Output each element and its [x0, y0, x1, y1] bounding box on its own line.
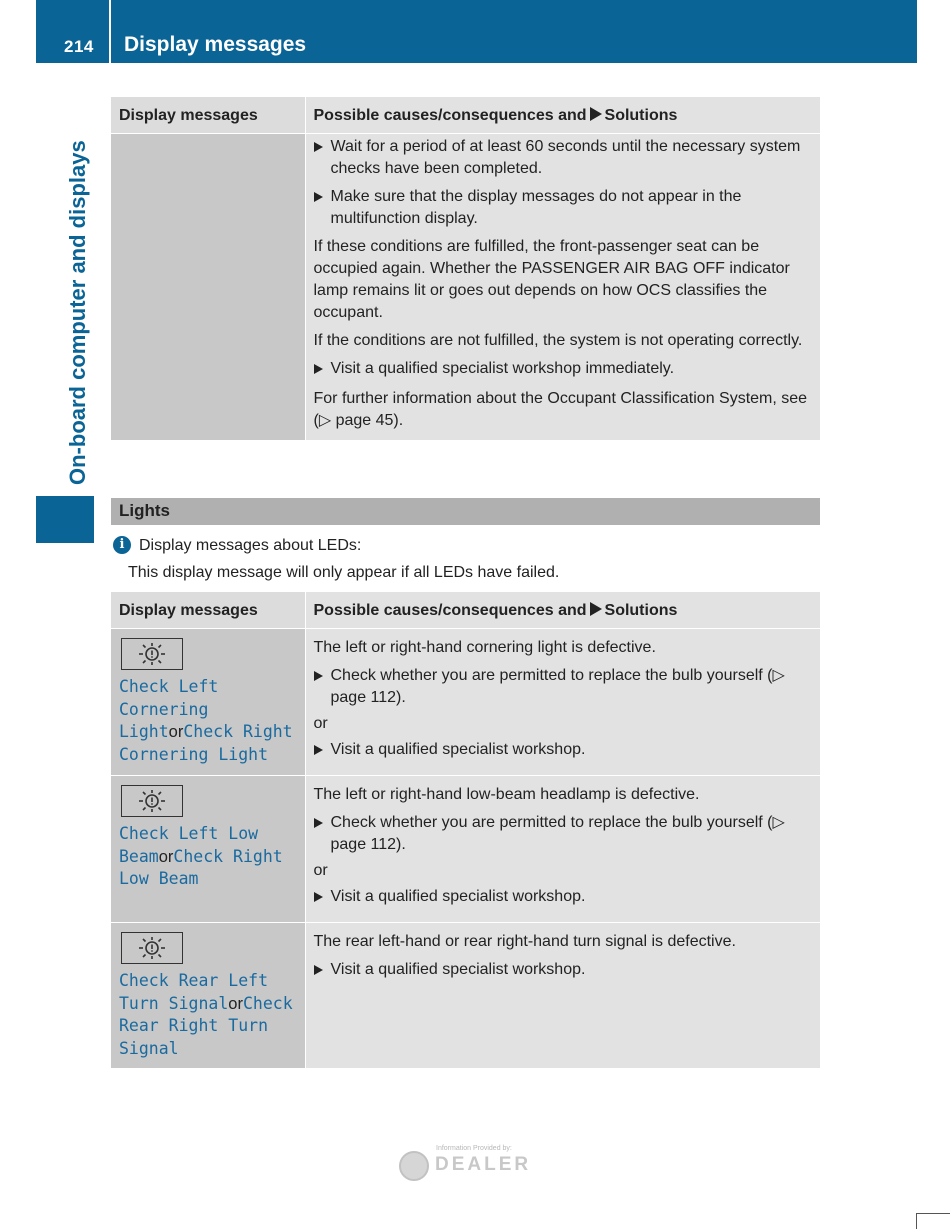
dealer-watermark [398, 1145, 548, 1185]
table-row [111, 923, 820, 1069]
message-cell [111, 629, 305, 776]
bulb-warning-icon [121, 785, 183, 817]
message-a: Check Rear Left Turn Signal [119, 971, 269, 1013]
page-number: 214 [64, 37, 94, 56]
bullet-text: Check whether you are permitted to replace the bulb yourself (▷ page 112). [330, 814, 785, 853]
message-cell [111, 776, 305, 923]
bullet-text: Visit a qualified specialist workshop immediately. [330, 360, 675, 377]
section-heading-bar [111, 498, 820, 525]
or-text: or [313, 862, 328, 879]
solution-cell [305, 134, 820, 441]
bulb-warning-icon [121, 638, 183, 670]
page-corner-mark [916, 1213, 950, 1229]
col-header-messages: Display messages [111, 592, 305, 629]
triangle-bullet-icon [314, 671, 323, 681]
table-header-row [111, 97, 820, 134]
occupant-messages-table [111, 97, 820, 441]
header-divider [109, 0, 111, 63]
triangle-bullet-icon [314, 142, 323, 152]
watermark-provided-by: Information Provided by: [436, 1145, 512, 1152]
col-header-causes [305, 97, 820, 134]
triangle-bullet-icon [314, 818, 323, 828]
paragraph: For further information about the Occupant Classification System, see (▷ page 45). [313, 390, 808, 429]
col-header-causes [305, 592, 820, 629]
dealer-logo-icon [399, 1151, 429, 1181]
display-message-text [119, 823, 297, 891]
message-b: Check Rear Right Turn Signal [119, 993, 293, 1058]
solution-cell [305, 629, 820, 776]
solutions-arrow-icon [590, 107, 602, 121]
bullet-text: Make sure that the display messages do not appear in the multifunction display. [330, 188, 742, 227]
cause-text: The left or right-hand cornering light is defective. [313, 639, 656, 656]
info-text-line1: Display messages about LEDs: [139, 537, 362, 554]
page-header [36, 0, 917, 63]
display-message-text [119, 970, 297, 1060]
lights-messages-table [111, 592, 820, 1069]
table-row [111, 776, 820, 923]
message-a: Check Left Cornering Light [119, 677, 219, 741]
bullet-item [314, 665, 813, 709]
col-header-causes-text: Possible causes/consequences and [313, 602, 587, 619]
bullet-text: Visit a qualified specialist workshop. [330, 961, 586, 978]
col-header-causes-text: Possible causes/consequences and [313, 107, 587, 124]
info-icon: i [113, 536, 131, 554]
bullet-text: Visit a qualified specialist workshop. [330, 888, 586, 905]
solution-cell [305, 776, 820, 923]
triangle-bullet-icon [314, 892, 323, 902]
message-b: Check Right Cornering Light [119, 722, 293, 764]
table-row [111, 629, 820, 776]
display-message-text [119, 676, 297, 766]
triangle-bullet-icon [314, 192, 323, 202]
message-cell [111, 923, 305, 1069]
section-tab-label: On-board computer and displays [65, 140, 90, 485]
message-b: Check Right Low Beam [119, 846, 283, 888]
triangle-bullet-icon [314, 745, 323, 755]
bullet-item [314, 136, 813, 180]
watermark-brand: DEALER [435, 1154, 532, 1175]
bullet-item [314, 358, 813, 380]
solutions-arrow-icon [590, 602, 602, 616]
triangle-bullet-icon [314, 364, 323, 374]
info-text-line2: This display message will only appear if all LEDs have failed. [128, 564, 560, 581]
section-heading: Lights [119, 501, 170, 520]
paragraph: If the conditions are not fulfilled, the system is not operating correctly. [313, 332, 803, 349]
page-title: Display messages [124, 33, 307, 56]
bullet-item [314, 739, 813, 761]
message-a: Check Left Low Beam [119, 824, 259, 866]
table-row [111, 134, 820, 441]
triangle-bullet-icon [314, 965, 323, 975]
or-separator: or [168, 723, 184, 741]
solution-cell [305, 923, 820, 1069]
col-header-messages: Display messages [111, 97, 305, 134]
col-header-solutions-text: Solutions [604, 602, 678, 619]
table-header-row [111, 592, 820, 629]
bullet-item [314, 186, 813, 230]
or-text: or [313, 715, 328, 732]
bullet-item [314, 959, 813, 981]
message-cell-empty [111, 134, 305, 441]
bullet-text: Visit a qualified specialist workshop. [330, 741, 586, 758]
bullet-text: Check whether you are permitted to replace the bulb yourself (▷ page 112). [330, 667, 785, 706]
cause-text: The left or right-hand low-beam headlamp is defective. [313, 786, 700, 803]
bullet-item [314, 812, 813, 856]
paragraph: If these conditions are fulfilled, the front-passenger seat can be occupied again. Whether the PASSENGER AIR BAG OFF indicator lamp remains lit or goes out depends on how OCS classifies the occupant. [313, 238, 790, 321]
or-separator: or [158, 847, 174, 866]
bullet-text: Wait for a period of at least 60 seconds until the necessary system checks have been completed. [330, 138, 801, 177]
section-tab-marker [36, 496, 94, 543]
cause-text: The rear left-hand or rear right-hand turn signal is defective. [313, 933, 736, 950]
col-header-solutions-text: Solutions [604, 107, 678, 124]
bulb-warning-icon [121, 932, 183, 964]
or-separator: or [228, 994, 243, 1013]
bullet-item [314, 886, 813, 908]
